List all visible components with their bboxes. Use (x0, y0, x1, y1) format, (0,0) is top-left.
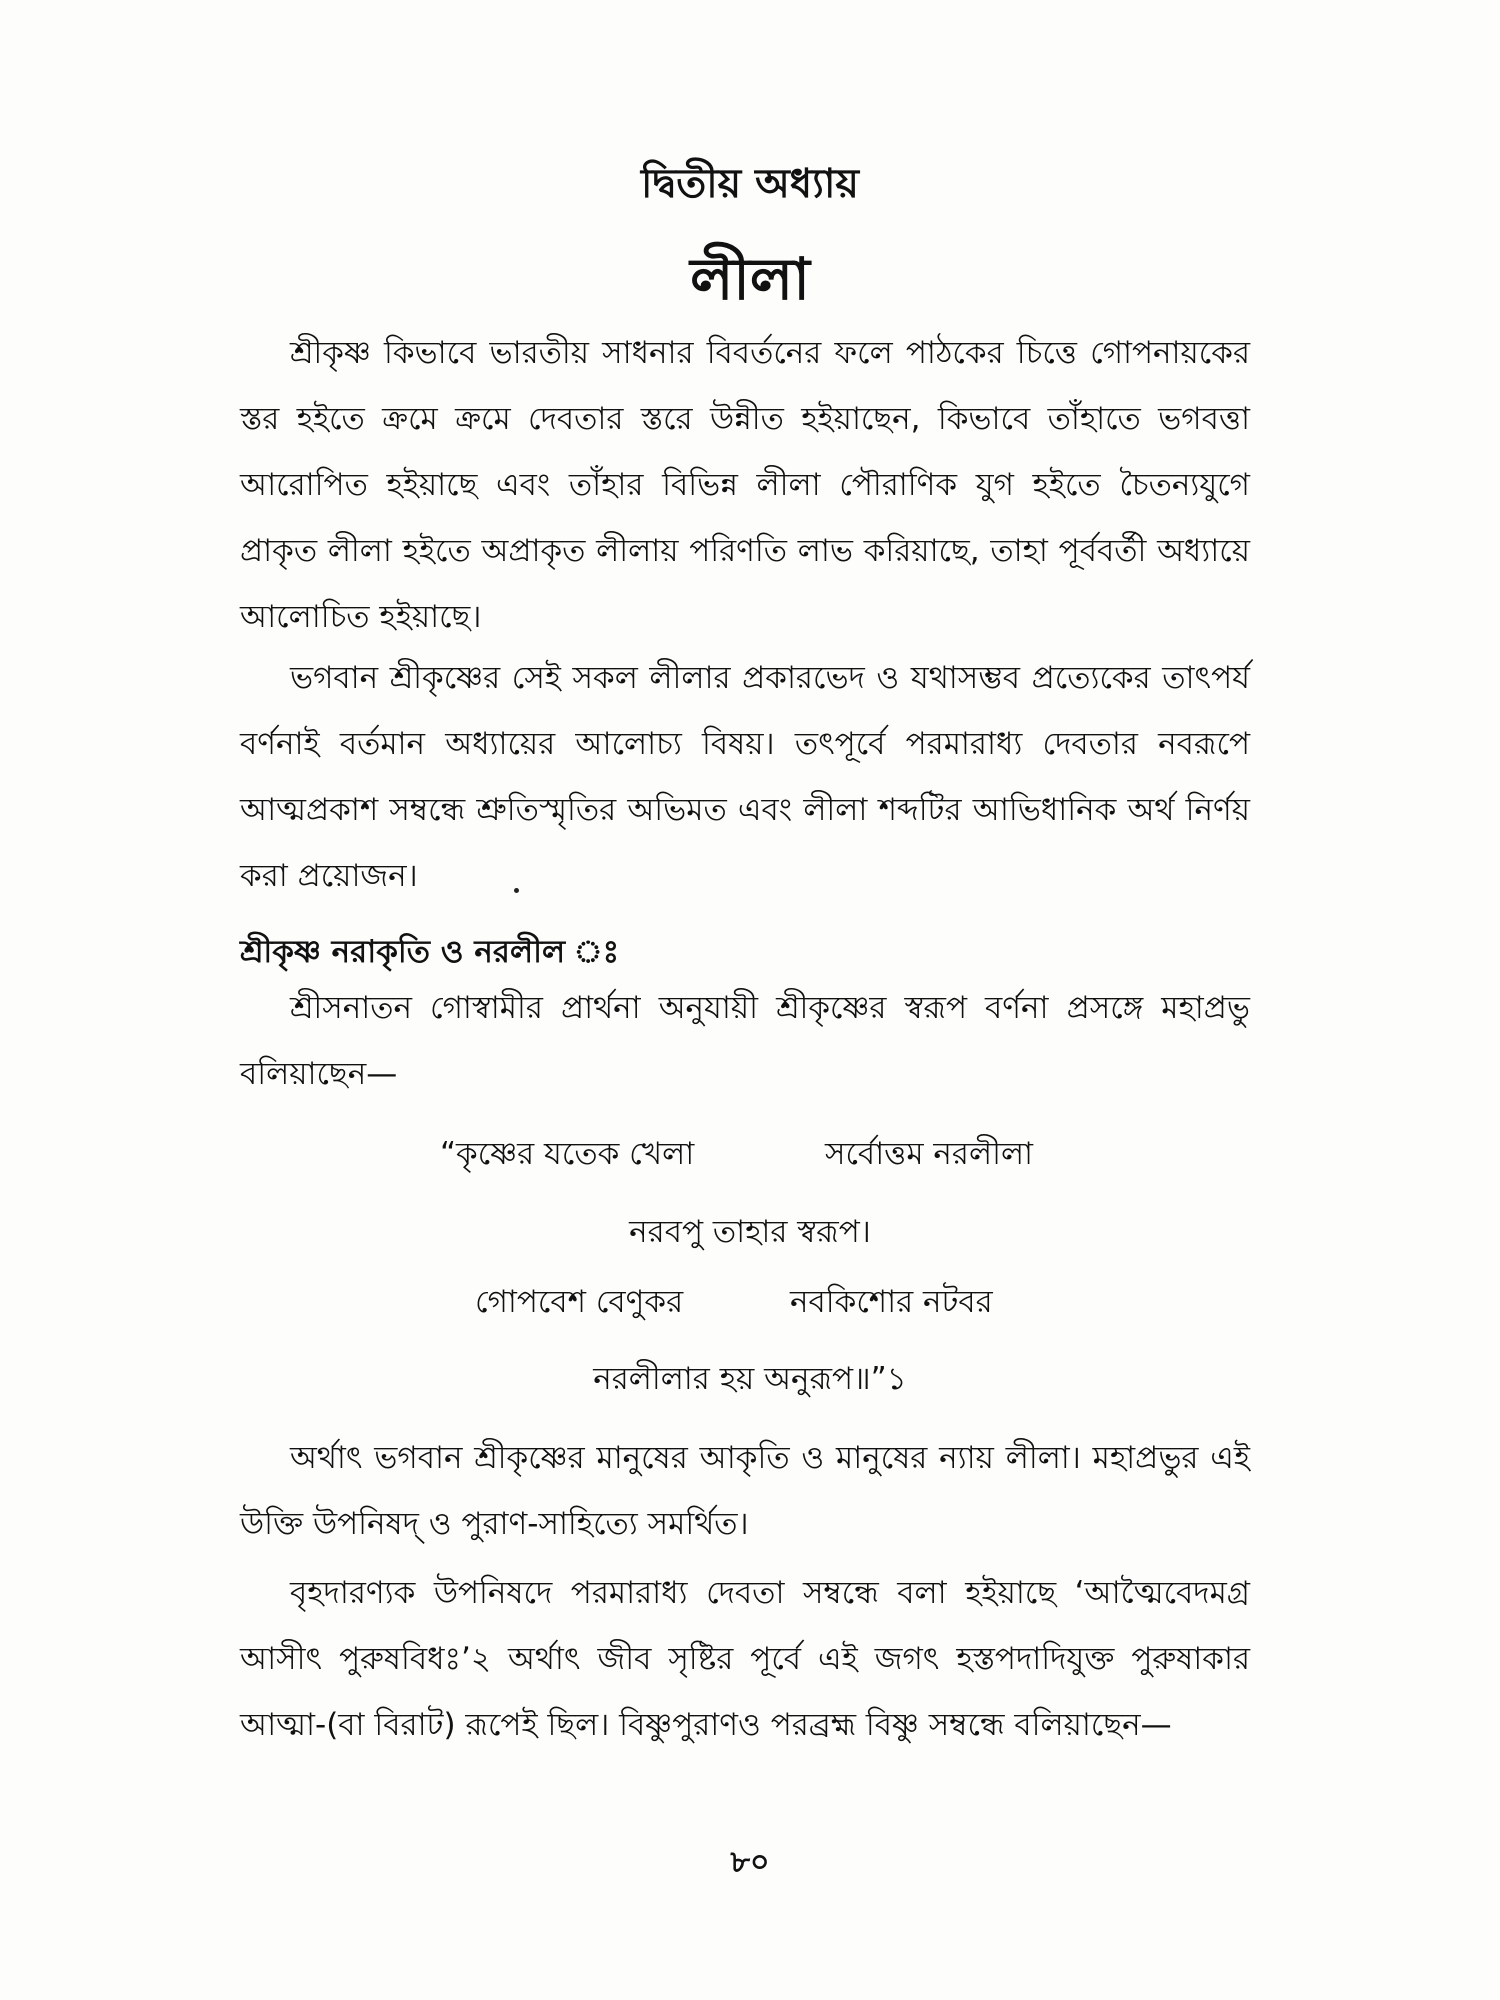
section-subheading: শ্রীকৃষ্ণ নরাকৃতি ও নরলীল ঃ (240, 934, 620, 970)
paragraph-2-text: ভগবান শ্রীকৃষ্ণের সেই সকল লীলার প্রকারভেদ ও যথাসম্ভব প্রত্যেকের তাৎপর্য বর্ণনাই বর্তমান অধ্যায়ের আলোচ্য বিষয়। তৎপূর্বে পরমারাধ্য দেবতার নবরূপে আত্মপ্রকাশ সম্বন্ধে শ্রুতিস্মৃতির অভিমত এবং লীলা শব্দটির আভিধানিক অর্থ নির্ণয় করা প্রয়োজন। (240, 660, 1250, 894)
paragraph-4 (240, 1425, 1250, 1557)
paragraph-5-text: বৃহদারণ্যক উপনিষদে পরমারাধ্য দেবতা সম্বন্ধে বলা হইয়াছে ‘আত্মৈবেদমগ্র আসীৎ পুরুষবিধঃ’২ অর্থাৎ জীব সৃষ্টির পূর্বে এই জগৎ হস্তপদাদিযুক্ত পুরুষাকার আত্মা-(বা বিরাট) রূপেই ছিল। বিষ্ণুপুরাণও পরব্রহ্ম বিষ্ণু সম্বন্ধে বলিয়াছেন— (240, 1575, 1250, 1743)
stray-dot (514, 888, 519, 893)
paragraph-5 (240, 1560, 1250, 1758)
paragraph-2 (240, 645, 1250, 909)
verse-line-3a: গোপবেশ বেণুকর (475, 1284, 684, 1320)
chapter-title: লীলা (690, 245, 810, 313)
paragraph-3 (240, 975, 1250, 1107)
verse-line-2: নরবপু তাহার স্বরূপ। (629, 1214, 871, 1250)
paragraph-1 (240, 320, 1250, 650)
page-number: ৮০ (730, 1845, 770, 1880)
verse-line-3b: নবকিশোর নটবর (790, 1284, 993, 1320)
verse-line-1b: সর্বোত্তম নরলীলা (825, 1136, 1034, 1172)
paragraph-3-text: শ্রীসনাতন গোস্বামীর প্রার্থনা অনুযায়ী শ্রীকৃষ্ণের স্বরূপ বর্ণনা প্রসঙ্গে মহাপ্রভু বলিয়াছেন— (240, 990, 1250, 1092)
paragraph-4-text: অর্থাৎ ভগবান শ্রীকৃষ্ণের মানুষের আকৃতি ও মানুষের ন্যায় লীলা। মহাপ্রভুর এই উক্তি উপনিষদ্ ও পুরাণ-সাহিত্যে সমর্থিত। (240, 1440, 1250, 1542)
paragraph-1-text: শ্রীকৃষ্ণ কিভাবে ভারতীয় সাধনার বিবর্তনের ফলে পাঠকের চিত্তে গোপনায়কের স্তর হইতে ক্রমে ক্রমে দেবতার স্তরে উন্নীত হইয়াছেন, কিভাবে তাঁহাতে ভগবত্তা আরোপিত হইয়াছে এবং তাঁহার বিভিন্ন লীলা পৌরাণিক যুগ হইতে চৈতন্যযুগে প্রাকৃত লীলা হইতে অপ্রাকৃত লীলায় পরিণতি লাভ করিয়াছে, তাহা পূর্ববর্তী অধ্যায়ে আলোচিত হইয়াছে। (240, 335, 1250, 635)
verse-line-1a: “কৃষ্ণের যতেক খেলা (440, 1136, 695, 1172)
chapter-heading: দ্বিতীয় অধ্যায় (641, 161, 859, 207)
verse-line-4: নরলীলার হয় অনুরূপ॥”১ (593, 1361, 907, 1397)
